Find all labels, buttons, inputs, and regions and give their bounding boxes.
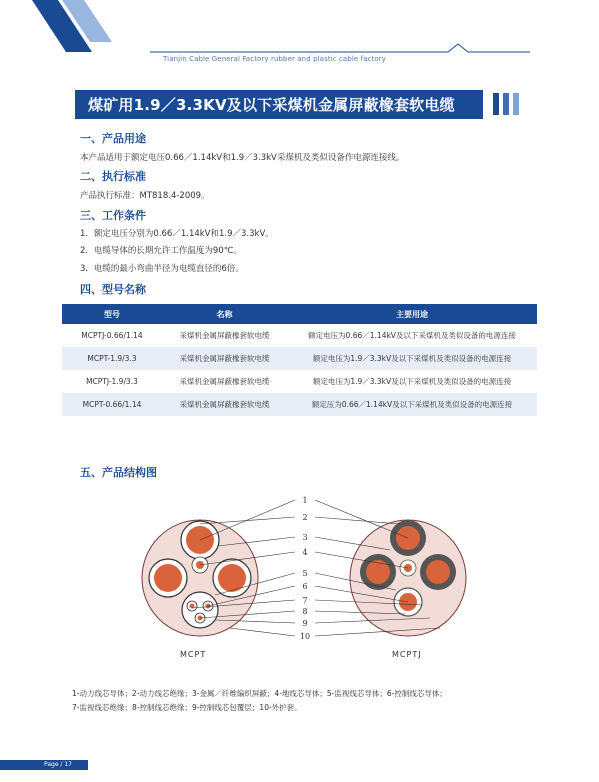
page-title: 煤矿用1.9／3.3KV及以下采煤机金属屏蔽橡套软电缆 — [88, 96, 455, 114]
condition-item: 2．电缆导体的长期允许工作温度为90℃。 — [80, 246, 242, 256]
cell-model: MCPT-0.66/1.14 — [62, 393, 162, 416]
callout-number-7: 7 — [302, 596, 308, 605]
title-bar — [75, 90, 483, 119]
section-heading-models: 四、型号名称 — [80, 283, 146, 296]
table-header-row — [62, 304, 537, 324]
cell-name: 采煤机金属屏蔽橡套软电缆 — [179, 331, 270, 340]
callout-number-3: 3 — [302, 533, 308, 542]
cable-structure-diagram — [140, 490, 470, 650]
legend-line: 7-监视线芯绝缘；8-控制线芯绝缘；9-控制线芯包覆层；10-外护套。 — [72, 703, 302, 712]
model-table — [62, 304, 537, 416]
condition-item: 3．电缆的最小弯曲半径为电缆直径的6倍。 — [80, 264, 244, 274]
title-stripe — [513, 93, 519, 115]
section-heading-usage: 一、产品用途 — [80, 132, 146, 145]
callout-number-9: 9 — [302, 619, 308, 628]
title-stripe — [503, 93, 509, 115]
title-stripe — [493, 93, 499, 115]
callout-number-6: 6 — [302, 582, 308, 591]
column-header-name: 名称 — [162, 304, 287, 324]
callout-number-8: 8 — [302, 607, 308, 616]
cell-model: MCPT-1.9/3.3 — [62, 347, 162, 370]
cell-usage: 额定电压为0.66／1.14kV及以下采煤机及类似设备的电源连接 — [308, 331, 516, 340]
cell-model: MCPTJ-1.9/3.3 — [86, 377, 138, 386]
table-row — [62, 324, 537, 347]
figure-label-mcpt: MCPT — [180, 650, 207, 659]
table-row — [62, 393, 537, 416]
cell-usage: 额定电压为1.9／3.3kV及以下采煤机及类似设备的电源连接 — [287, 347, 537, 370]
usage-text: 本产品适用于额定电压0.66／1.14kV和1.9／3.3kV采煤机及类似设备作电源连接线。 — [80, 153, 405, 163]
callout-number-1: 1 — [302, 496, 308, 505]
callout-number-2: 2 — [302, 513, 308, 522]
page-number: Page / 17 — [44, 761, 72, 768]
callout-number-5: 5 — [302, 569, 308, 578]
cell-name: 采煤机金属屏蔽橡套软电缆 — [162, 347, 287, 370]
column-header-model: 型号 — [62, 304, 162, 324]
table-row — [62, 347, 537, 370]
cell-name: 采煤机金属屏蔽橡套软电缆 — [162, 393, 287, 416]
cell-model: MCPTJ-0.66/1.14 — [81, 331, 143, 340]
column-header-usage: 主要用途 — [287, 304, 537, 324]
mcpt-cross-section — [142, 520, 258, 636]
callout-number-4: 4 — [302, 548, 308, 557]
cell-usage: 额定压为0.66／1.14kV及以下采煤机及类似设备的电源连接 — [287, 393, 537, 416]
header-tagline: Tianjin Cable General Factory rubber and plastic cable factory — [163, 55, 386, 63]
table-row — [62, 370, 537, 393]
figure-label-mcptj: MCPTJ — [392, 650, 422, 659]
condition-item: 1．额定电压分别为0.66／1.14kV和1.9／3.3kV。 — [80, 229, 274, 239]
mcptj-cross-section — [350, 520, 466, 636]
legend-line: 1-动力线芯导体；2-动力线芯绝缘；3-金属／纤维编织屏蔽；4-地线芯导体；5-监视线芯导体；6-控制线芯导体； — [72, 689, 447, 698]
section-heading-standard: 二、执行标准 — [80, 170, 146, 183]
callout-number-10: 10 — [299, 632, 311, 641]
standard-text: 产品执行标准：MT818.4-2009。 — [80, 191, 210, 201]
section-heading-conditions: 三、工作条件 — [80, 209, 146, 222]
cell-usage: 额定电压为1.9／3.3kV及以下采煤机及类似设备的电源连接 — [312, 377, 512, 386]
cell-name: 采煤机金属屏蔽橡套软电缆 — [179, 377, 270, 386]
section-heading-structure: 五、产品结构图 — [80, 466, 157, 479]
